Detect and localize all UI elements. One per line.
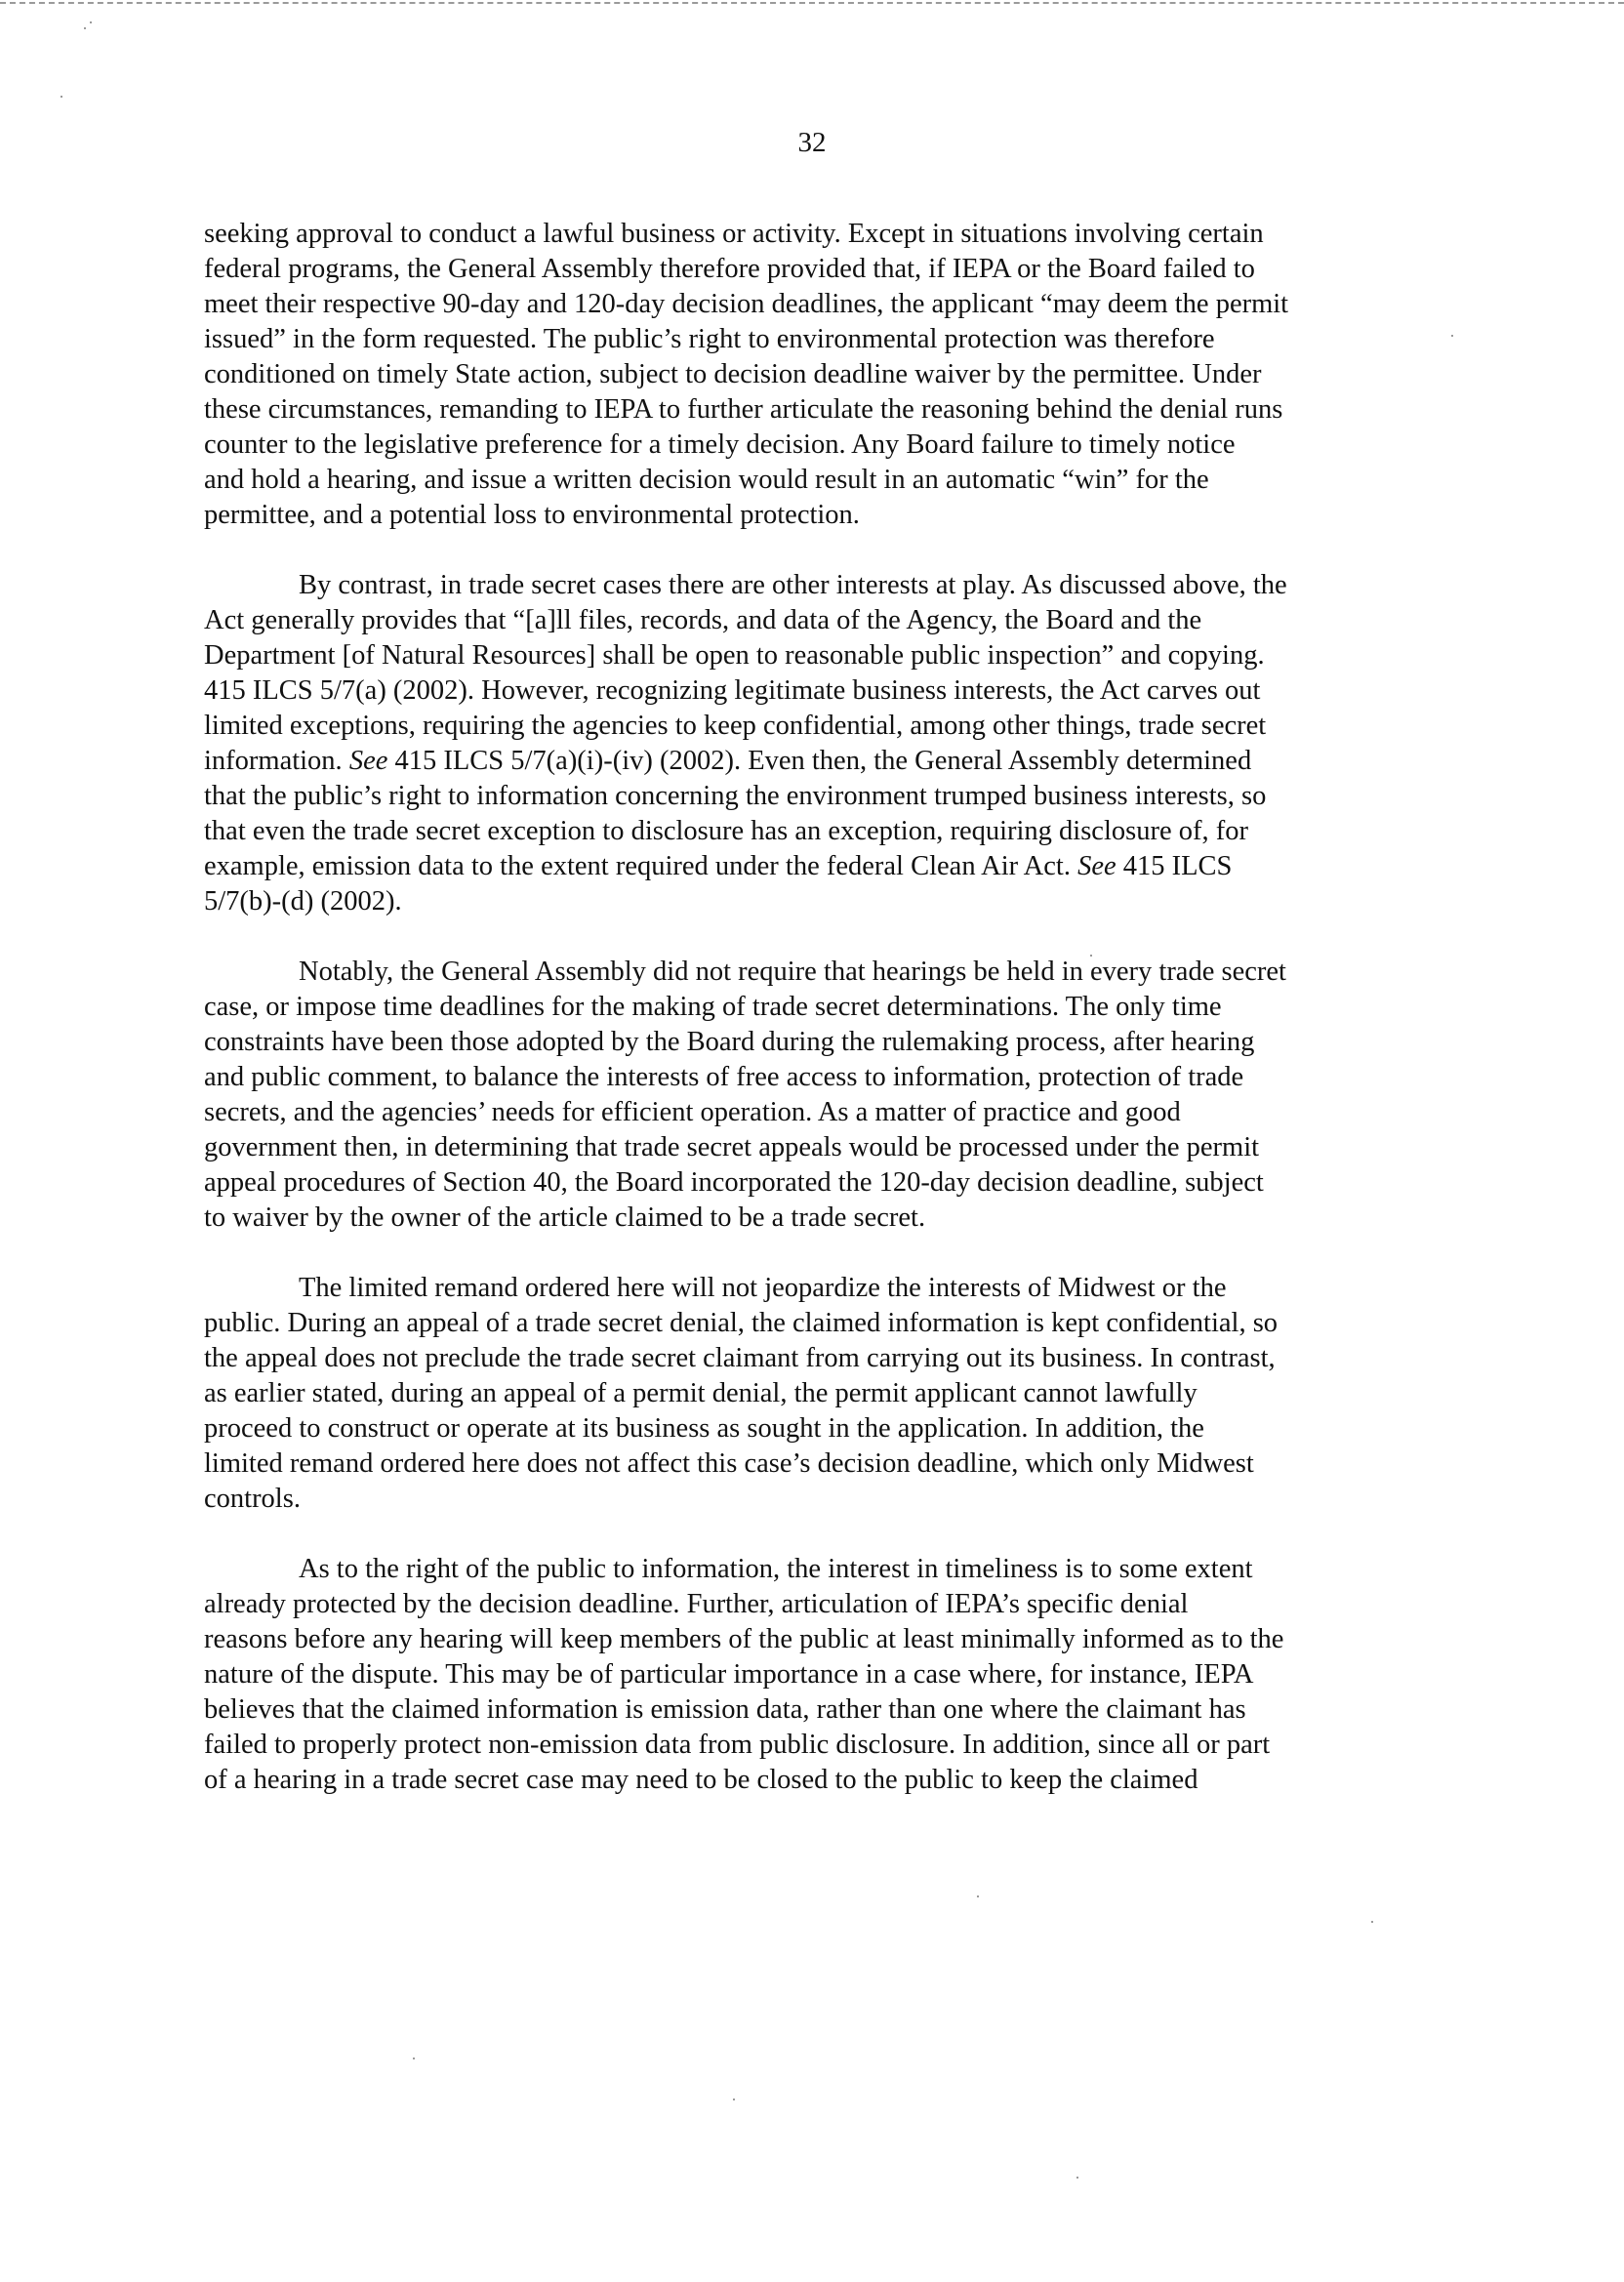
paragraph-line: 415 ILCS 5/7(a) (2002). However, recognizing legitimate business interests, the Act carves out [204,675,1261,706]
paragraph-line: and hold a hearing, and issue a written decision would result in an automatic “win” for the [204,465,1209,495]
paragraph-line: counter to the legislative preference for a timely decision. Any Board failure to timely notice [204,429,1236,460]
scan-speck [1371,1921,1373,1923]
paragraph-line: already protected by the decision deadline. Further, articulation of IEPA’s specific denial [204,1589,1189,1619]
scan-speck [84,27,86,29]
paragraph-line: that the public’s right to information concerning the environment trumped business interests, so [204,781,1267,811]
scan-speck [90,21,92,23]
paragraph-line: constraints have been those adopted by the Board during the rulemaking process, after hearing [204,1027,1255,1057]
document-body [204,217,1424,1833]
paragraph-line: appeal procedures of Section 40, the Board incorporated the 120-day decision deadline, subject [204,1167,1264,1198]
paragraph-line: conditioned on timely State action, subject to decision deadline waiver by the permittee. Under [204,359,1262,389]
scan-speck [733,2099,735,2100]
paragraph-line: By contrast, in trade secret cases there are other interests at play. As discussed above, the [299,570,1287,600]
paragraph-line: failed to properly protect non-emission data from public disclosure. In addition, since all or part [204,1730,1271,1760]
paragraph-2 [204,568,1424,919]
paragraph-line: reasons before any hearing will keep members of the public at least minimally informed as to the [204,1624,1284,1654]
scan-speck [61,96,62,98]
paragraph-line: seeking approval to conduct a lawful business or activity. Except in situations involving certain [204,219,1264,249]
citation-signal: See [348,746,388,776]
paragraph-line: 5/7(b)-(d) (2002). [204,886,402,917]
paragraph-line: government then, in determining that trade secret appeals would be processed under the permit [204,1132,1260,1162]
paragraph-line: The limited remand ordered here will not jeopardize the interests of Midwest or the [299,1273,1227,1303]
paragraph-line: proceed to construct or operate at its business as sought in the application. In addition, the [204,1413,1204,1444]
scan-speck [977,1895,979,1897]
paragraph-line: meet their respective 90-day and 120-day decision deadlines, the applicant “may deem the permit [204,289,1289,319]
paragraph-line: Notably, the General Assembly did not require that hearings be held in every trade secret [299,957,1286,987]
paragraph-line: Act generally provides that “[a]ll files, records, and data of the Agency, the Board and the [204,605,1202,635]
paragraph-line: nature of the dispute. This may be of particular importance in a case where, for instance, IEPA [204,1659,1254,1690]
paragraph-line: Department [of Natural Resources] shall be open to reasonable public inspection” and copying. [204,640,1265,671]
paragraph-line: limited exceptions, requiring the agencies to keep confidential, among other things, trade secret [204,711,1267,741]
paragraph-1 [204,217,1424,533]
paragraph-line: that even the trade secret exception to disclosure has an exception, requiring disclosure of, for [204,816,1248,846]
paragraph-line: example, emission data to the extent required under the federal Clean Air Act. See 415 ILCS [204,851,1233,881]
paragraph-5 [204,1552,1424,1798]
paragraph-line: federal programs, the General Assembly therefore provided that, if IEPA or the Board failed to [204,254,1255,284]
paragraph-line: to waiver by the owner of the article claimed to be a trade secret. [204,1202,926,1233]
paragraph-line: case, or impose time deadlines for the making of trade secret determinations. The only time [204,992,1222,1022]
paragraph-line: these circumstances, remanding to IEPA to further articulate the reasoning behind the denial runs [204,394,1283,425]
paragraph-line: limited remand ordered here does not affect this case’s decision deadline, which only Midwest [204,1448,1254,1479]
scan-speck [1451,335,1453,337]
page-number: 32 [797,127,827,158]
paragraph-line: of a hearing in a trade secret case may need to be closed to the public to keep the claimed [204,1765,1198,1795]
scan-speck [413,2058,415,2059]
citation-signal: See [1077,851,1116,881]
scan-speck [1090,955,1092,957]
paragraph-line: as earlier stated, during an appeal of a permit denial, the permit applicant cannot lawfully [204,1378,1198,1408]
paragraph-line: and public comment, to balance the interests of free access to information, protection of trade [204,1062,1244,1092]
paragraph-line: permittee, and a potential loss to environmental protection. [204,500,860,530]
paragraph-line: As to the right of the public to information, the interest in timeliness is to some extent [299,1554,1253,1584]
paragraph-line: believes that the claimed information is emission data, rather than one where the claimant has [204,1694,1246,1725]
paragraph-line: the appeal does not preclude the trade secret claimant from carrying out its business. In contrast, [204,1343,1276,1373]
paragraph-4 [204,1271,1424,1517]
scan-speck [1076,2177,1078,2179]
paragraph-line: information. See 415 ILCS 5/7(a)(i)-(iv) (2002). Even then, the General Assembly determined [204,746,1252,776]
paragraph-line: controls. [204,1484,301,1514]
scan-top-edge-rule [0,2,1624,4]
paragraph-line: public. During an appeal of a trade secret denial, the claimed information is kept confidential, so [204,1308,1279,1338]
paragraph-3 [204,955,1424,1236]
paragraph-line: issued” in the form requested. The public’s right to environmental protection was therefore [204,324,1215,354]
paragraph-line: secrets, and the agencies’ needs for efficient operation. As a matter of practice and good [204,1097,1181,1127]
